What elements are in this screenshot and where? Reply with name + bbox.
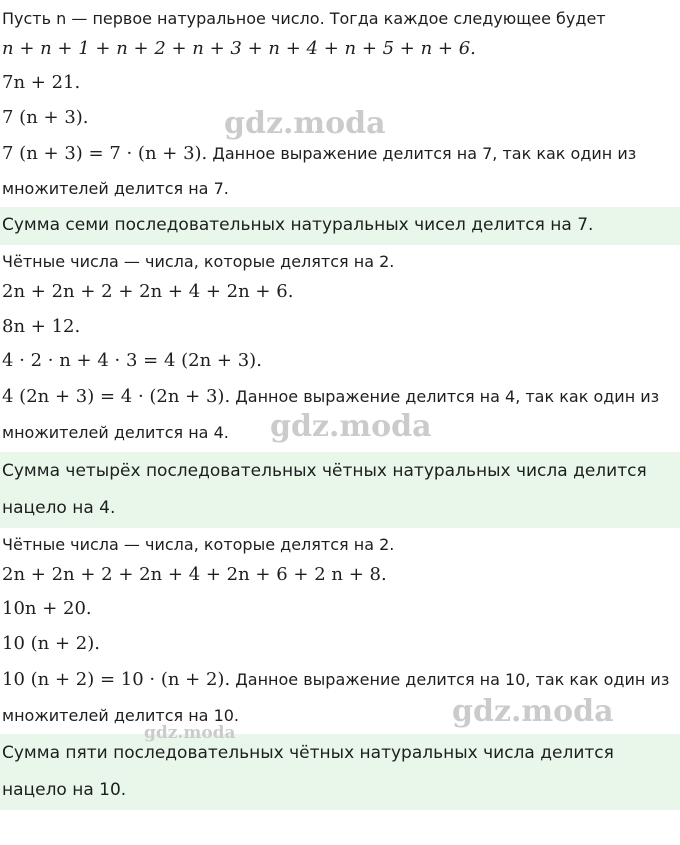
part2-simplified: 8n + 12. xyxy=(2,316,81,337)
part2-conclusion-1: Сумма четырёх последовательных чётных натуральных числа делится xyxy=(2,461,647,481)
part2-explain-math: 4 (2n + 3) = 4 · (2n + 3). xyxy=(2,386,231,407)
watermark-4: gdz.moda xyxy=(144,723,236,743)
part3-conclusion-1: Сумма пяти последовательных чётных натуральных числа делится xyxy=(2,743,614,763)
part1-explain xyxy=(2,143,636,165)
part2-explain xyxy=(2,386,659,408)
part2-conclusion-2: нацело на 4. xyxy=(2,498,116,518)
part2-sum: 2n + 2n + 2 + 2n + 4 + 2n + 6. xyxy=(2,281,294,302)
part1-sum: n + n + 1 + n + 2 + n + 3 + n + 4 + n + 5 + n + 6. xyxy=(2,38,476,59)
part1-intro: Пусть n — первое натуральное число. Тогда каждое следующее будет xyxy=(2,9,606,28)
part3-explain-text2: множителей делится на 10. xyxy=(2,706,240,725)
part2-explain-text: Данное выражение делится на 4, так как один из xyxy=(235,387,660,406)
part2-explain-text2: множителей делится на 4. xyxy=(2,423,229,442)
part3-intro: Чётные числа — числа, которые делятся на 2. xyxy=(2,535,395,554)
part3-explain-text: Данное выражение делится на 10, так как один из xyxy=(235,670,670,689)
watermark-2: gdz.moda xyxy=(270,409,432,444)
part1-simplified: 7n + 21. xyxy=(2,72,81,93)
part1-explain-text2: множителей делится на 7. xyxy=(2,179,229,198)
part3-explain-math: 10 (n + 2) = 10 · (n + 2). xyxy=(2,669,231,690)
part2-intro: Чётные числа — числа, которые делятся на 2. xyxy=(2,252,395,271)
part1-conclusion: Сумма семи последовательных натуральных чисел делится на 7. xyxy=(2,215,594,235)
part3-sum: 2n + 2n + 2 + 2n + 4 + 2n + 6 + 2 n + 8. xyxy=(2,564,387,585)
part1-explain-math: 7 (n + 3) = 7 · (n + 3). xyxy=(2,143,208,164)
watermark-3: gdz.moda xyxy=(452,694,614,729)
part3-conclusion-2: нацело на 10. xyxy=(2,780,127,800)
part1-factored: 7 (n + 3). xyxy=(2,107,89,128)
part3-explain xyxy=(2,669,669,691)
watermark-1: gdz.moda xyxy=(224,106,386,141)
part1-explain-text: Данное выражение делится на 7, так как один из xyxy=(212,144,637,163)
part3-simplified: 10n + 20. xyxy=(2,598,92,619)
part2-factored: 4 · 2 · n + 4 · 3 = 4 (2n + 3). xyxy=(2,350,262,371)
part3-factored: 10 (n + 2). xyxy=(2,633,100,654)
